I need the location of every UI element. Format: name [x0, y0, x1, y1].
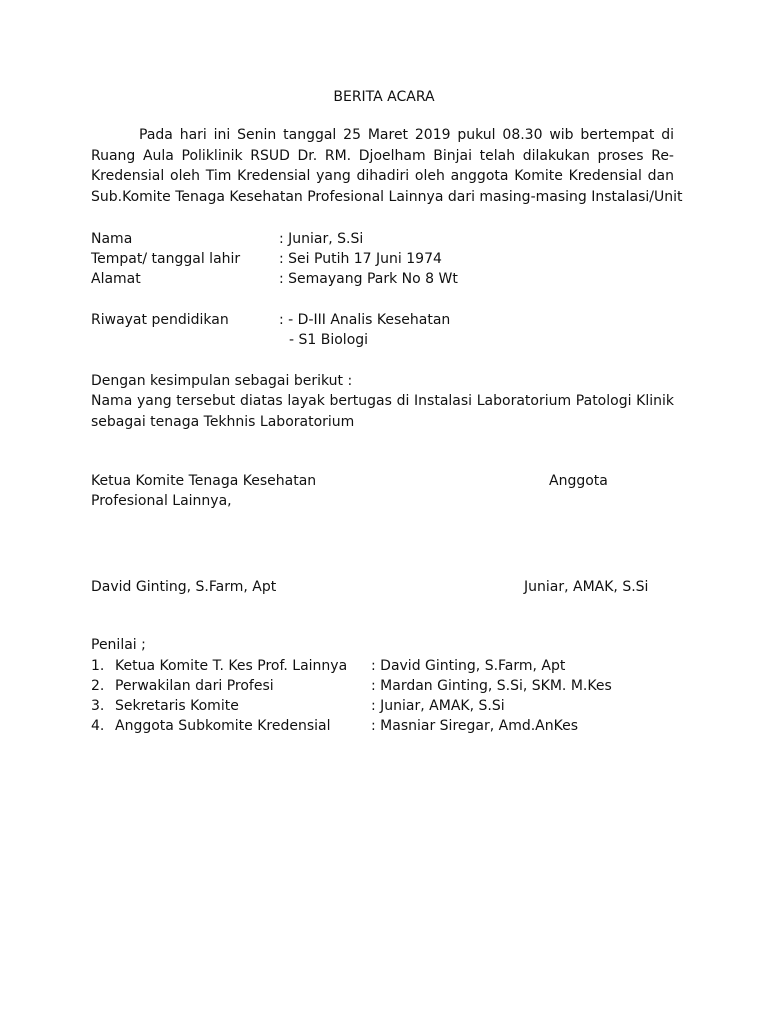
- education-item-1: : - D-III Analis Kesehatan: [279, 312, 451, 328]
- ttl-label: Tempat/ tanggal lahir: [91, 251, 241, 267]
- signature-left-title-1: Ketua Komite Tenaga Kesehatan: [91, 473, 317, 489]
- document-title: BERITA ACARA: [333, 89, 435, 105]
- assessor-number-2: 2.: [91, 678, 105, 694]
- conclusion-line-2: sebagai tenaga Tekhnis Laboratorium: [91, 413, 355, 430]
- signature-left-title-2: Profesional Lainnya,: [91, 493, 232, 509]
- assessors-heading: Penilai ;: [91, 637, 146, 653]
- intro-line-4: Sub.Komite Tenaga Kesehatan Profesional Lainnya dari masing-masing Instalasi/Unit: [91, 188, 683, 205]
- conclusion-line-1: Nama yang tersebut diatas layak bertugas di Instalasi Laboratorium Patologi Klinik: [91, 393, 674, 409]
- signature-left-name: David Ginting, S.Farm, Apt: [91, 579, 277, 595]
- alamat-label: Alamat: [91, 271, 141, 287]
- assessor-number-3: 3.: [91, 698, 105, 714]
- intro-line-3: Kredensial oleh Tim Kredensial yang dihadiri oleh anggota Komite Kredensial dan: [91, 168, 674, 184]
- assessor-role-3: Sekretaris Komite: [115, 698, 239, 714]
- nama-label: Nama: [91, 231, 133, 247]
- education-label: Riwayat pendidikan: [91, 312, 229, 328]
- assessor-name-1: : David Ginting, S.Farm, Apt: [371, 658, 566, 674]
- education-item-2: - S1 Biologi: [289, 332, 369, 348]
- nama-value: : Juniar, S.Si: [279, 231, 364, 247]
- assessor-role-1: Ketua Komite T. Kes Prof. Lainnya: [115, 658, 348, 674]
- assessor-role-2: Perwakilan dari Profesi: [115, 678, 274, 694]
- assessor-name-2: : Mardan Ginting, S.Si, SKM. M.Kes: [371, 678, 612, 694]
- alamat-value: : Semayang Park No 8 Wt: [279, 271, 458, 287]
- conclusion-paragraph: [91, 391, 674, 432]
- intro-line-1: Pada hari ini Senin tanggal 25 Maret 2019 pukul 08.30 wib bertempat di: [139, 127, 674, 143]
- intro-line-2: Ruang Aula Poliklinik RSUD Dr. RM. Djoelham Binjai telah dilakukan proses Re-: [91, 147, 674, 164]
- assessor-name-3: : Juniar, AMAK, S.Si: [371, 698, 505, 714]
- ttl-value: : Sei Putih 17 Juni 1974: [279, 251, 442, 267]
- conclusion-intro: Dengan kesimpulan sebagai berikut :: [91, 373, 353, 389]
- assessor-name-4: : Masniar Siregar, Amd.AnKes: [371, 718, 579, 734]
- assessor-role-4: Anggota Subkomite Kredensial: [115, 718, 331, 734]
- signature-right-name: Juniar, AMAK, S.Si: [524, 579, 649, 595]
- assessor-number-1: 1.: [91, 658, 105, 674]
- intro-paragraph: [91, 125, 683, 207]
- assessor-number-4: 4.: [91, 718, 105, 734]
- signature-right-title: Anggota: [549, 473, 608, 489]
